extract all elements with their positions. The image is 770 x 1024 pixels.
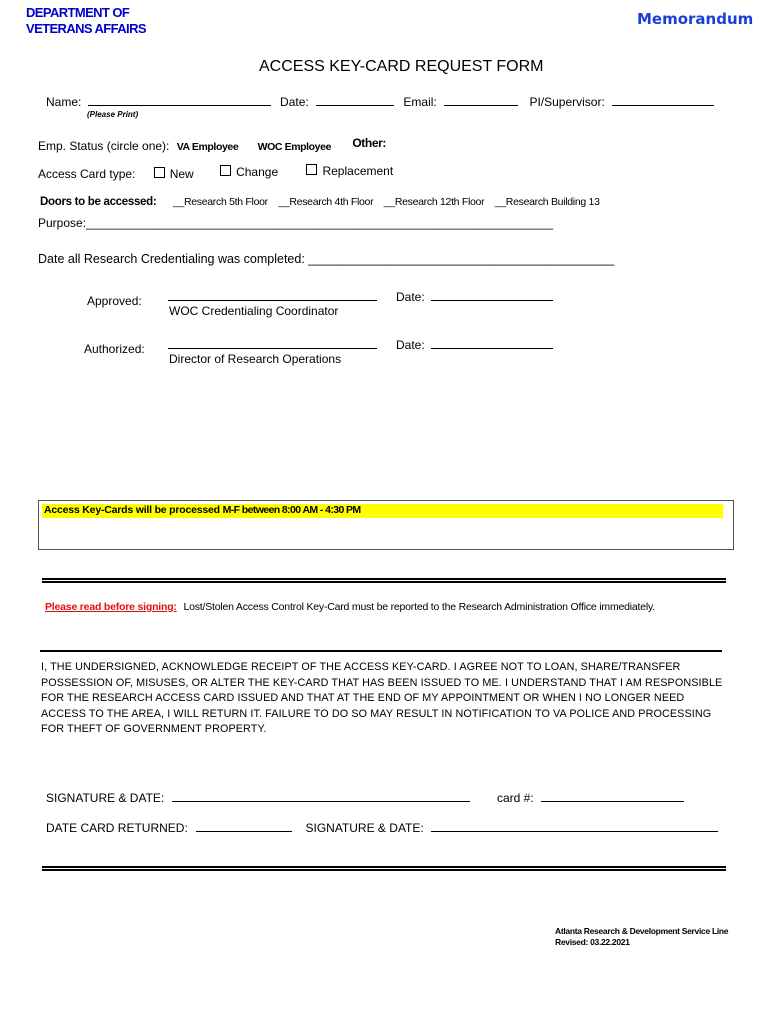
divider-3 [42,866,726,871]
authorized-date-field[interactable] [431,336,553,349]
card-type-label: Access Card type: [38,167,136,181]
name-field[interactable] [88,93,271,106]
card-number-label: card #: [497,791,534,805]
pi-supervisor-field[interactable] [612,93,714,106]
card-type-row [38,164,394,181]
processing-notice [44,504,361,516]
warning-row [45,601,655,613]
warning-text: Lost/Stolen Access Control Key-Card must be reported to the Research Administration Office immediately. [183,601,656,613]
footer-org: Atlanta Research & Development Service Line [555,926,729,936]
credentialing-label: Date all Research Credentialing was completed: [38,252,305,266]
date-card-returned-label: DATE CARD RETURNED: [46,821,188,835]
form-title: ACCESS KEY-CARD REQUEST FORM [259,58,544,75]
door-research-12th-floor[interactable]: __Research 12th Floor [383,196,485,208]
emp-status-label: Emp. Status (circle one): [38,139,170,153]
please-print-note: (Please Print) [87,110,139,119]
date-field[interactable] [316,93,394,106]
name-row [46,93,714,109]
doors-label: Doors to be accessed: [40,196,157,208]
footer-revised: Revised: 03.22.2021 [555,937,630,947]
authorized-date-row [396,336,553,352]
emp-status-row [38,136,386,153]
divider-2 [40,650,722,652]
change-checkbox[interactable] [220,165,231,176]
purpose-field[interactable]: ______________________________________________________________________ [86,216,554,230]
divider-1 [42,578,726,583]
doors-row [40,192,600,210]
signature-date-field[interactable] [172,789,470,802]
approved-date-field[interactable] [431,288,553,301]
approved-label: Approved: [87,294,142,308]
new-option[interactable]: New [154,167,194,181]
pi-supervisor-label: PI/Supervisor: [529,95,605,109]
woc-employee-option[interactable]: WOC Employee [257,141,332,153]
purpose-label: Purpose: [38,216,87,230]
signature-date-label: SIGNATURE & DATE: [46,791,165,805]
change-option[interactable]: Change [220,165,278,179]
notice-text-a: Access Key-Cards will be processed [44,504,223,516]
signature-date-label-2: SIGNATURE & DATE: [305,821,424,835]
replacement-checkbox[interactable] [306,164,317,175]
door-research-5th-floor[interactable]: __Research 5th Floor [172,196,268,208]
memorandum-heading: Memorandum [637,10,754,28]
purpose-row [38,216,698,230]
date-label: Date: [280,95,309,109]
authorized-title: Director of Research Operations [169,352,342,366]
door-research-4th-floor[interactable]: __Research 4th Floor [278,196,374,208]
new-checkbox[interactable] [154,167,165,178]
signature-row-2 [46,819,718,835]
acknowledgment-text: I, THE UNDERSIGNED, ACKNOWLEDGE RECEIPT OF THE ACCESS KEY-CARD. I AGREE NOT TO LOAN, SHARE/TRANSFER POSSESSION OF, MISUSES, OR ALTER THE KEY-CARD THAT HAS BEEN ISSUED TO ME. I UNDERSTAND THAT I AM RESPONSIBLE FOR THE RESEARCH ACCESS CARD ISSUED AND THAT AT THE END OF MY APPOINTMENT OR WHEN I NO LONGER NEED ACCESS TO THE AREA, I WILL RETURN IT. FAILURE TO DO SO MAY RESULT IN NOTIFICATION TO VA POLICE AND PROCESSING FOR THEFT OF GOVERNMENT PROPERTY. [41,661,723,735]
card-number-field[interactable] [541,789,684,802]
credentialing-row [38,252,698,266]
department-line-2: VETERANS AFFAIRS [26,21,146,36]
credentialing-date-field[interactable]: ____________________________________________ [308,252,615,266]
signature-date-field-2[interactable] [431,819,718,832]
email-field[interactable] [444,93,518,106]
authorized-signature-line[interactable] [168,348,377,349]
other-option[interactable]: Other: [352,136,386,150]
authorized-label: Authorized: [84,342,145,356]
department-name [26,5,146,37]
replacement-option[interactable]: Replacement [306,164,393,178]
department-line-1: DEPARTMENT OF [26,5,130,20]
name-label: Name: [46,95,82,109]
approved-signature-line[interactable] [168,300,377,301]
warning-label: Please read before signing: [45,601,177,613]
date-card-returned-field[interactable] [196,819,292,832]
authorized-date-label: Date: [396,338,425,352]
signature-row-1 [46,789,470,805]
approved-date-label: Date: [396,290,425,304]
card-number-row [497,789,684,805]
approved-title: WOC Credentialing Coordinator [169,304,339,318]
email-label: Email: [403,95,437,109]
door-research-building-13[interactable]: __Research Building 13 [494,196,600,208]
processing-notice-box [38,500,734,550]
notice-text-b: M-F between 8:00 AM - 4:30 PM [222,504,361,516]
va-employee-option[interactable]: VA Employee [176,141,239,153]
approved-date-row [396,288,553,304]
